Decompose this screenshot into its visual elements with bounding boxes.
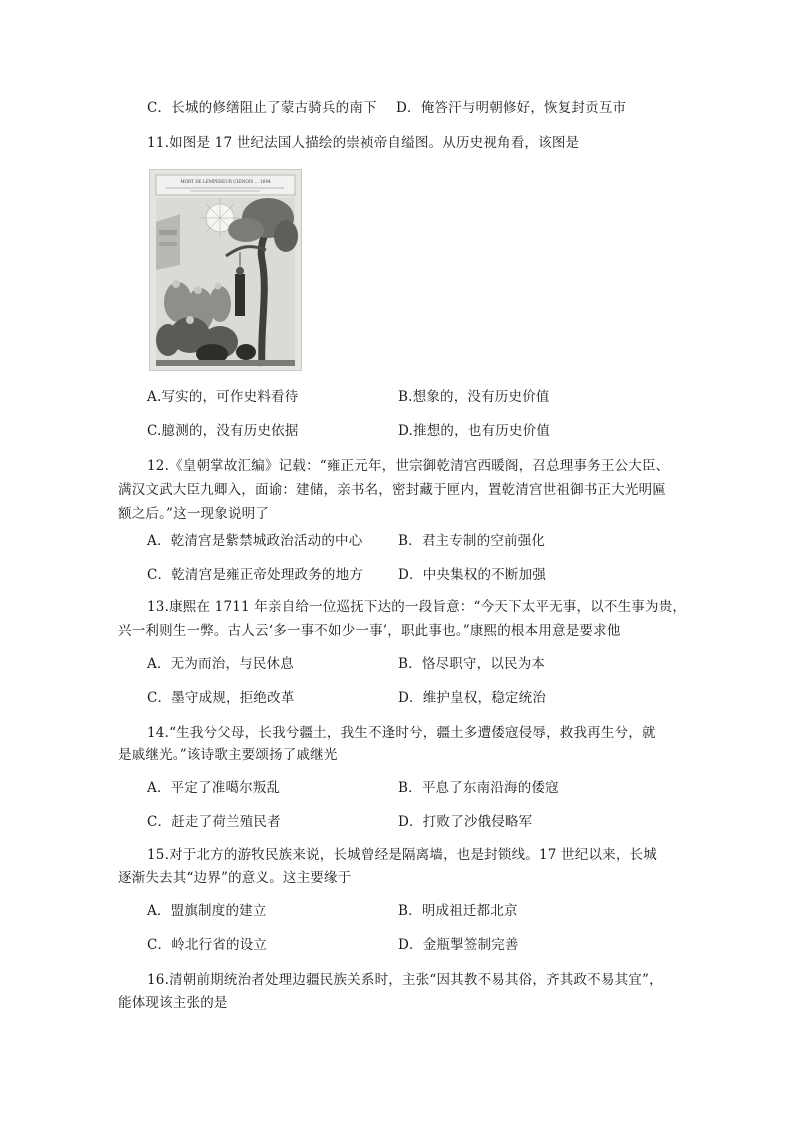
q11-option-a: A.写实的，可作史料看待: [147, 389, 299, 405]
q11-option-c: C.臆测的，没有历史依据: [147, 423, 299, 439]
q14-option-c: C．赶走了荷兰殖民者: [147, 814, 281, 830]
q12-option-a: A．乾清宫是紫禁城政治活动的中心: [147, 533, 363, 549]
q12-option-b: B．君主专制的空前强化: [398, 533, 546, 549]
q15-option-b: B．明成祖迁都北京: [398, 903, 518, 919]
q15-stem-line1: 15.对于北方的游牧民族来说，长城曾经是隔离墙，也是封锁线。17 世纪以来，长城: [147, 847, 657, 863]
q13-stem-line2: 兴一利则生一弊。古人云‘多一事不如少一事’，职此事也。”康熙的根本用意是要求他: [118, 623, 621, 639]
q13-option-d: D．维护皇权，稳定统治: [398, 690, 547, 706]
q14-stem-line2: 是戚继光。”该诗歌主要颂扬了戚继光: [118, 747, 338, 763]
q13-stem-line1: 13.康熙在 1711 年亲自给一位巡抚下达的一段旨意：“今天下太平无事，以不生事为贵，: [147, 599, 687, 615]
q16-stem-line1: 16.清朝前期统治者处理边疆民族关系时，主张“因其教不易其俗，齐其政不易其宜”，: [147, 972, 663, 988]
q13-option-c: C．墨守成规，拒绝改革: [147, 690, 295, 706]
q12-stem-line2: 满汉文武大臣九卿入，面谕：建储，亲书名，密封藏于匣内，置乾清宫世祖御书正大光明匾: [118, 482, 666, 498]
q15-stem-line2: 逐渐失去其“边界”的意义。这主要缘于: [118, 870, 352, 886]
q15-option-a: A．盟旗制度的建立: [147, 903, 267, 919]
q11-option-d: D.推想的，也有历史价值: [398, 423, 551, 439]
chongzhen-suicide-engraving: [149, 169, 302, 371]
q14-option-a: A．平定了准噶尔叛乱: [147, 780, 281, 796]
figure-caption: MORT DE LEMPEREUR CHINOIS ... 1644: [180, 179, 271, 184]
q11-stem: 11.如图是 17 世纪法国人描绘的崇祯帝自缢图。从历史视角看，该图是: [147, 135, 580, 151]
q14-option-b: B．平息了东南沿海的倭寇: [398, 780, 559, 796]
q10-option-d: D．俺答汗与明朝修好，恢复封贡互市: [396, 100, 627, 116]
q14-stem-line1: 14.“生我兮父母，长我兮疆土，我生不逢时兮，疆土多遭倭寇侵辱，救我再生兮，就: [147, 725, 656, 741]
q12-stem-line3: 额之后。”这一现象说明了: [118, 506, 270, 522]
q11-option-b: B.想象的，没有历史价值: [398, 389, 550, 405]
q12-option-d: D．中央集权的不断加强: [398, 567, 547, 583]
q15-option-d: D．金瓶掣签制完善: [398, 937, 519, 953]
q10-option-c: C．长城的修缮阻止了蒙古骑兵的南下: [147, 100, 377, 116]
q12-option-c: C．乾清宫是雍正帝处理政务的地方: [147, 567, 364, 583]
q16-stem-line2: 能体现该主张的是: [118, 995, 228, 1011]
q14-option-d: D．打败了沙俄侵略军: [398, 814, 533, 830]
q15-option-c: C．岭北行省的设立: [147, 937, 268, 953]
q12-stem-line1: 12.《皇朝掌故汇编》记载：“雍正元年，世宗御乾清宫西暖阁，召总理事务王公大臣、: [147, 458, 670, 474]
q13-option-b: B．恪尽职守，以民为本: [398, 656, 546, 672]
q13-option-a: A．无为而治，与民休息: [147, 656, 294, 672]
